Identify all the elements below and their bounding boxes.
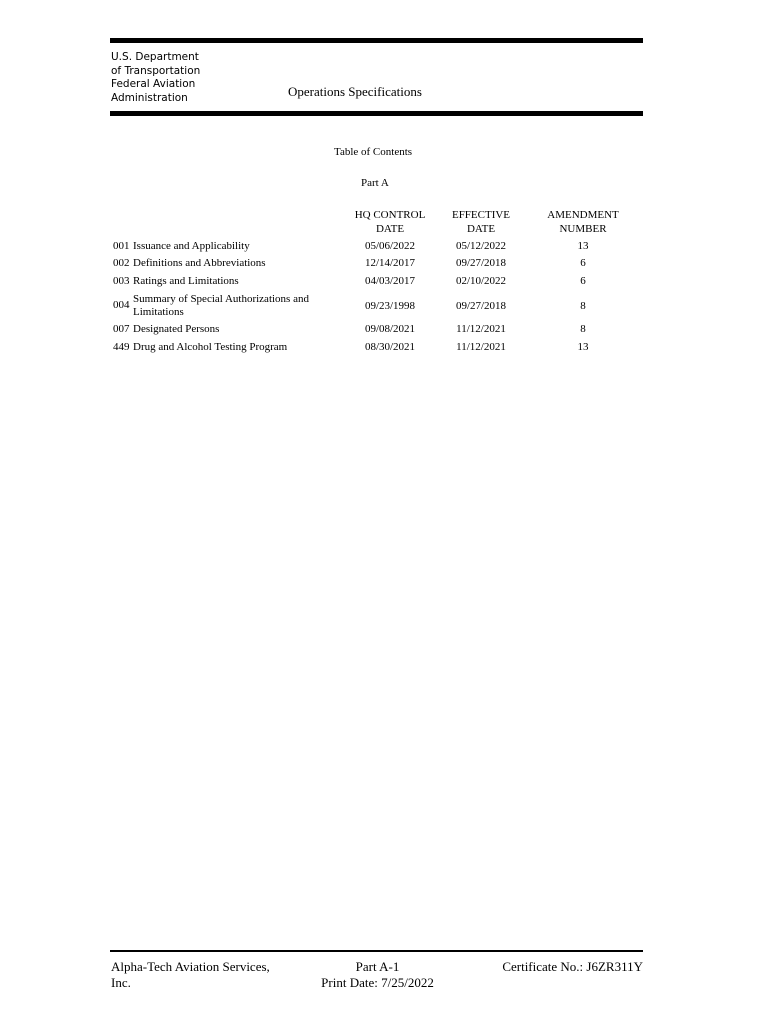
agency-line: Federal Aviation [111,78,196,90]
hq-control-date: 08/30/2021 [364,341,416,353]
certificate-number: Certificate No.: J6ZR311Y [502,959,643,974]
footer-rule [110,950,643,952]
paragraph-number: 003 [113,275,130,287]
footer-company-name: Alpha-Tech Aviation Services, Inc. [111,959,270,990]
agency-name [111,51,200,105]
amendment-number: 13 [577,341,589,353]
paragraph-title: Designated Persons [133,323,220,335]
column-header-hq-control-date: HQ CONTROL DATE [354,209,426,235]
paragraph-number: 007 [113,323,130,335]
header-bottom-rule [110,111,643,116]
agency-line: of Transportation [111,64,201,77]
hq-control-date: 09/23/1998 [364,300,416,312]
amendment-number: 6 [580,257,586,269]
paragraph-title: Summary of Special Authorizations and Limitations [133,293,309,318]
effective-date: 11/12/2021 [456,341,506,353]
amendment-number: 8 [580,323,586,335]
header-top-rule [110,38,643,43]
effective-date: 05/12/2022 [455,240,507,252]
document-title: Operations Specifications [288,84,422,99]
effective-date: 09/27/2018 [455,300,507,312]
paragraph-title: Issuance and Applicability [133,240,250,252]
agency-line: Administration [111,91,188,104]
paragraph-title: Ratings and Limitations [133,275,239,287]
part-label: Part A [361,177,389,189]
effective-date: 09/27/2018 [455,257,507,269]
column-header-amendment-number: AMENDMENT NUMBER [547,209,619,235]
hq-control-date: 09/08/2021 [364,323,416,335]
paragraph-number: 004 [113,299,130,311]
hq-control-date: 05/06/2022 [364,240,416,252]
agency-line: U.S. Department [111,51,199,63]
page-label: Part A-1 [355,959,400,974]
effective-date: 11/12/2021 [456,323,506,335]
paragraph-title: Definitions and Abbreviations [133,257,266,269]
column-header-effective-date: EFFECTIVE DATE [451,209,511,235]
toc-title: Table of Contents [334,146,413,158]
hq-control-date: 04/03/2017 [364,275,416,287]
paragraph-number: 002 [113,257,130,269]
amendment-number: 6 [580,275,586,287]
paragraph-number: 449 [113,341,130,353]
amendment-number: 13 [577,240,589,252]
hq-control-date: 12/14/2017 [364,257,416,269]
print-date: Print Date: 7/25/2022 [321,975,434,990]
footer-page-info [300,959,455,991]
amendment-number: 8 [580,300,586,312]
paragraph-title: Drug and Alcohol Testing Program [133,341,288,353]
paragraph-number: 001 [113,240,130,252]
effective-date: 02/10/2022 [455,275,507,287]
